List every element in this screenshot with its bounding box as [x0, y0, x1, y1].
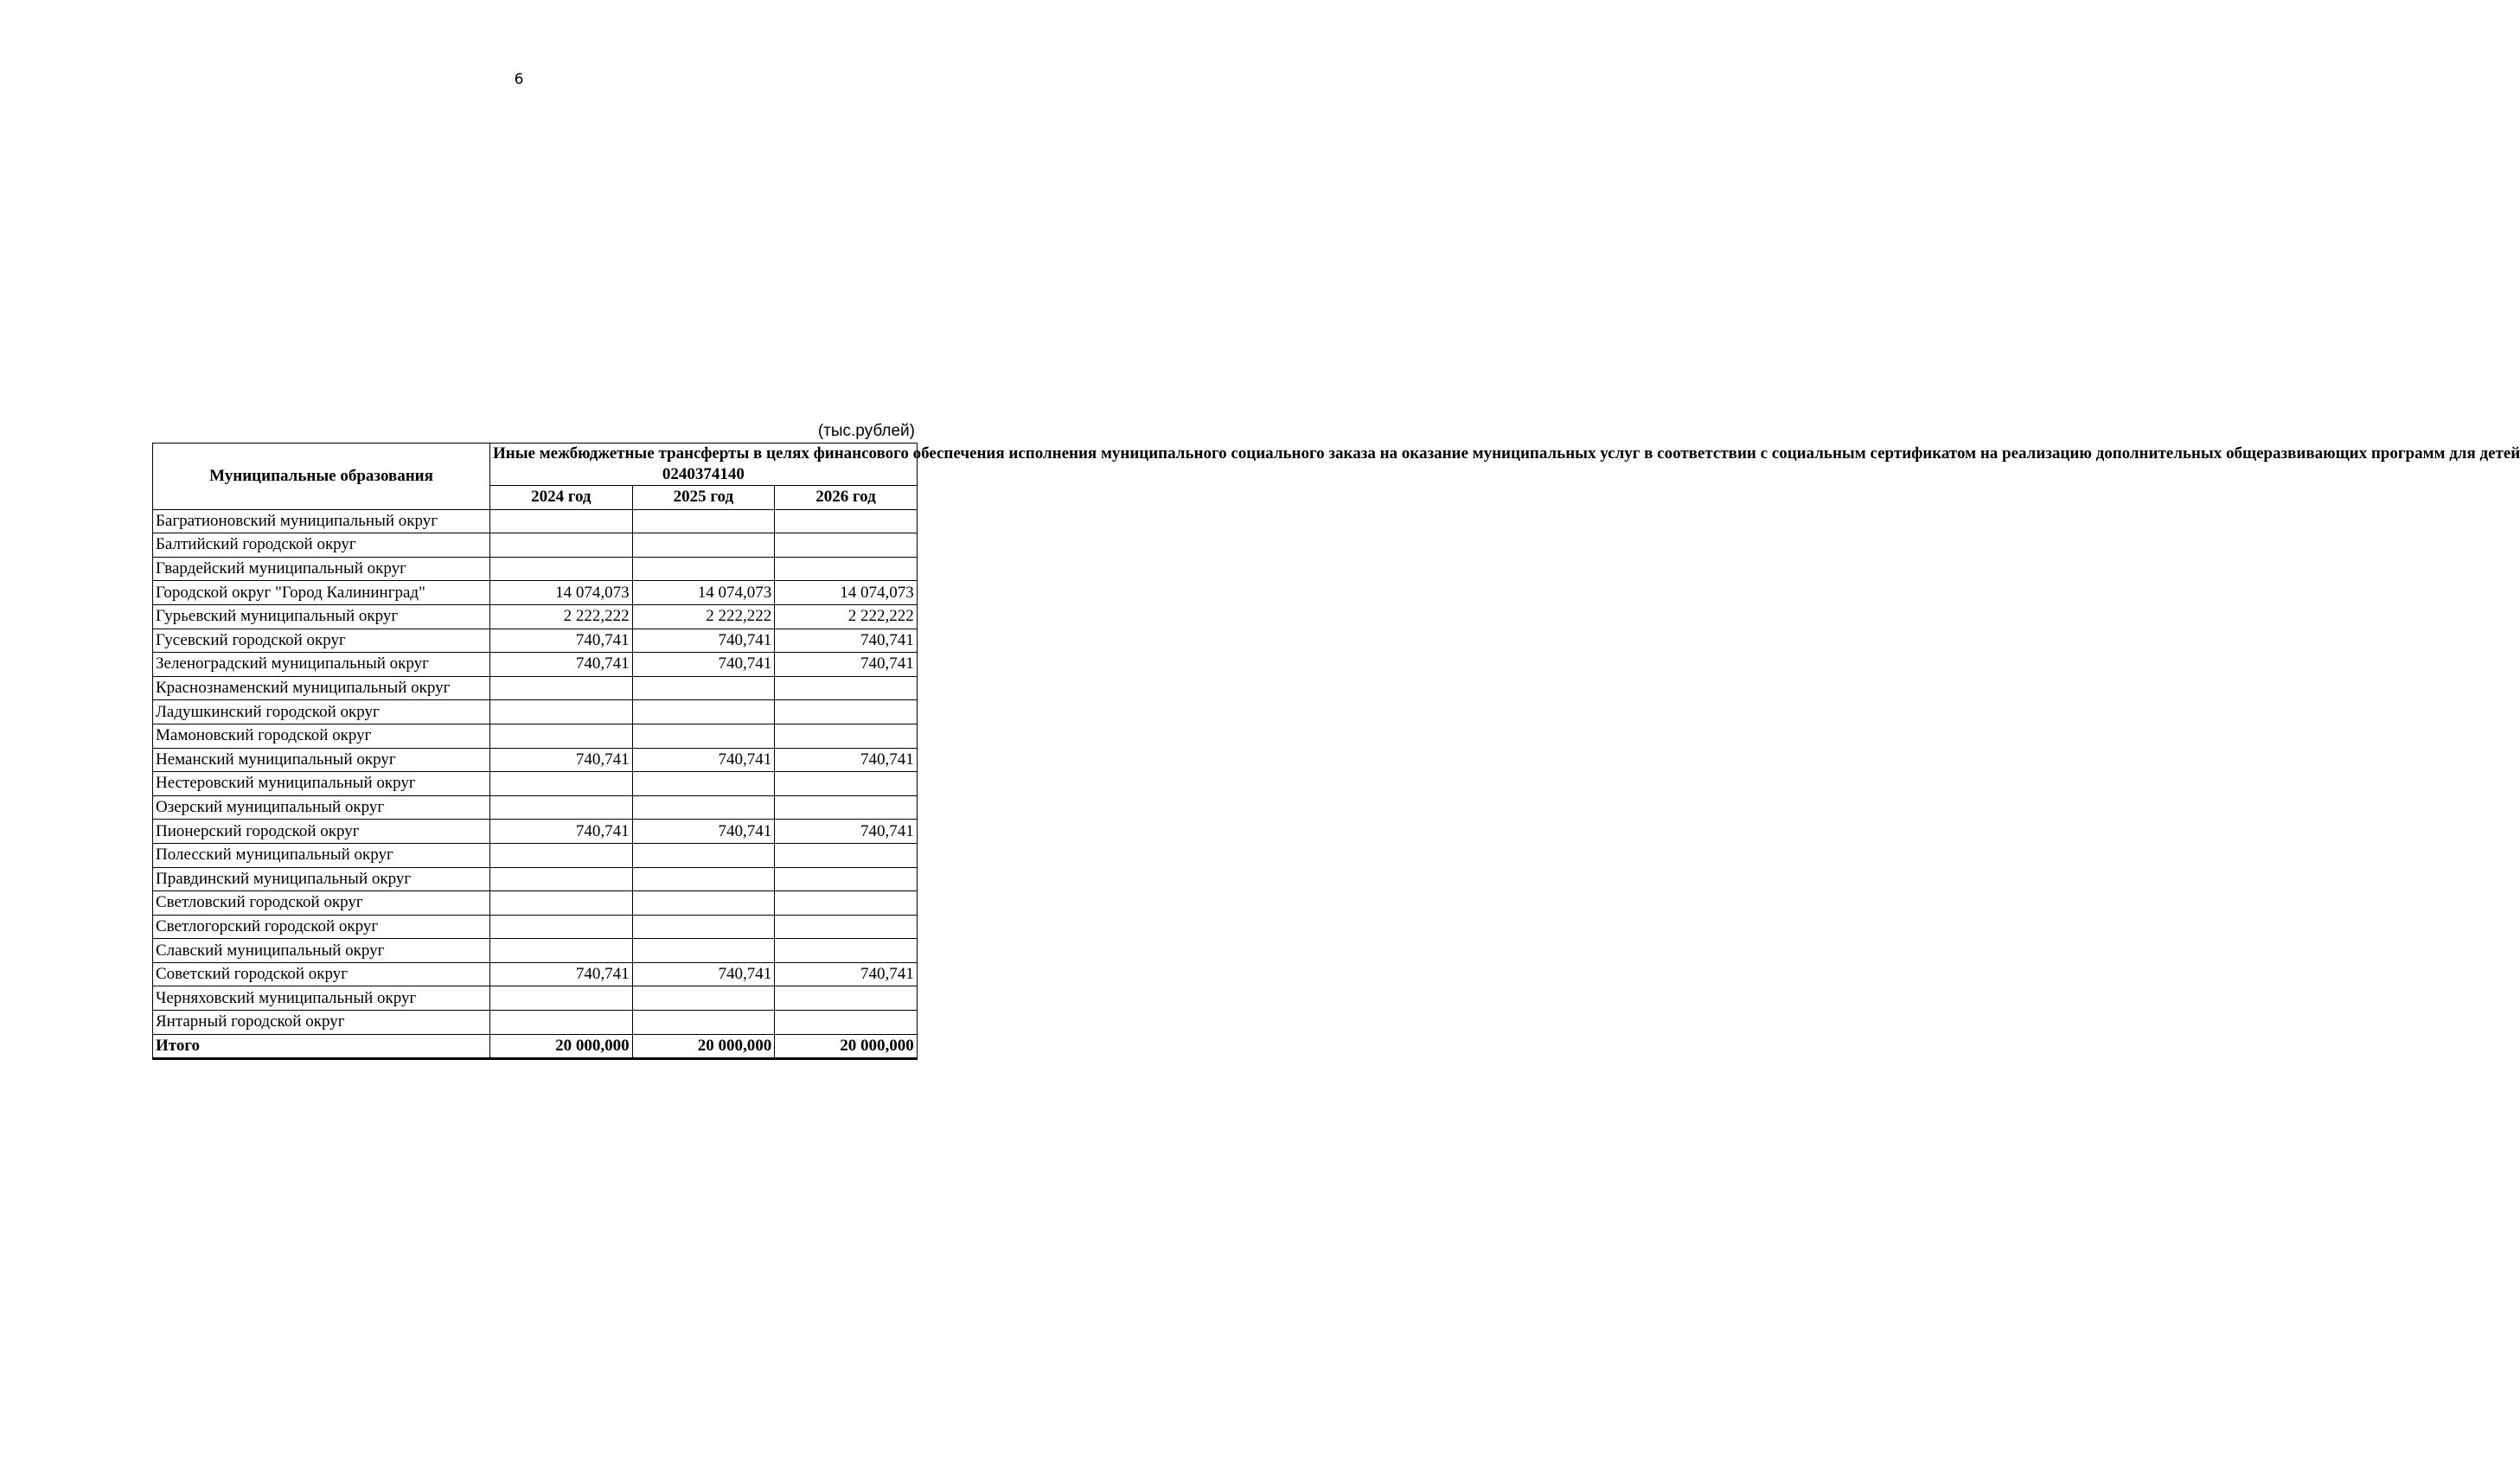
municipality-name: Черняховский муниципальный округ	[153, 986, 490, 1011]
value-2025: 2 222,222	[632, 604, 775, 629]
value-2026	[775, 891, 918, 916]
value-2025	[632, 700, 775, 724]
table-row	[153, 772, 918, 796]
value-2025	[632, 509, 775, 533]
header-municipalities: Муниципальные образования	[153, 444, 490, 510]
value-2025	[632, 891, 775, 916]
table-row	[153, 986, 918, 1011]
header-transfer	[490, 444, 2520, 486]
table-row	[153, 581, 918, 605]
value-2026	[775, 700, 918, 724]
table-row	[153, 939, 918, 963]
municipality-name: Правдинский муниципальный округ	[153, 867, 490, 891]
municipality-name: Багратионовский муниципальный округ	[153, 509, 490, 533]
value-2026	[775, 939, 918, 963]
municipality-name: Пионерский городской округ	[153, 820, 490, 844]
total-2024: 20 000,000	[490, 1034, 633, 1059]
table-body	[153, 509, 918, 1034]
municipality-name: Зеленоградский муниципальный округ	[153, 653, 490, 677]
value-2026	[775, 724, 918, 748]
value-2024	[490, 700, 633, 724]
municipality-name: Советский городской округ	[153, 962, 490, 986]
value-2024	[490, 915, 633, 939]
value-2024: 14 074,073	[490, 581, 633, 605]
value-2024	[490, 676, 633, 700]
value-2024	[490, 986, 633, 1011]
total-label: Итого	[153, 1034, 490, 1059]
table-row	[153, 700, 918, 724]
value-2024: 2 222,222	[490, 604, 633, 629]
value-2025: 740,741	[632, 653, 775, 677]
value-2024: 740,741	[490, 820, 633, 844]
value-2025: 740,741	[632, 748, 775, 772]
municipality-name: Светловский городской округ	[153, 891, 490, 916]
value-2026	[775, 1011, 918, 1035]
municipality-name: Нестеровский муниципальный округ	[153, 772, 490, 796]
municipality-name: Славский муниципальный округ	[153, 939, 490, 963]
municipality-name: Гусевский городской округ	[153, 629, 490, 653]
total-2025: 20 000,000	[632, 1034, 775, 1059]
units-label: (тыс.рублей)	[817, 422, 915, 440]
table-row	[153, 867, 918, 891]
table-row	[153, 557, 918, 581]
value-2024	[490, 724, 633, 748]
total-2026: 20 000,000	[775, 1034, 918, 1059]
value-2025	[632, 915, 775, 939]
municipality-name: Гурьевский муниципальный округ	[153, 604, 490, 629]
value-2025	[632, 557, 775, 581]
value-2026: 2 222,222	[775, 604, 918, 629]
table-row	[153, 820, 918, 844]
value-2024	[490, 843, 633, 867]
header-year-2026: 2026 год	[775, 486, 918, 510]
value-2025	[632, 772, 775, 796]
value-2026	[775, 915, 918, 939]
value-2024	[490, 1011, 633, 1035]
value-2026	[775, 843, 918, 867]
value-2025	[632, 843, 775, 867]
value-2024	[490, 557, 633, 581]
municipality-name: Неманский муниципальный округ	[153, 748, 490, 772]
value-2024: 740,741	[490, 962, 633, 986]
table-row	[153, 891, 918, 916]
value-2024	[490, 509, 633, 533]
table-row	[153, 676, 918, 700]
value-2026	[775, 557, 918, 581]
value-2025	[632, 533, 775, 558]
value-2024	[490, 867, 633, 891]
table-row	[153, 653, 918, 677]
value-2026: 14 074,073	[775, 581, 918, 605]
value-2024	[490, 795, 633, 820]
municipality-name: Янтарный городской округ	[153, 1011, 490, 1035]
table-row	[153, 604, 918, 629]
value-2026: 740,741	[775, 748, 918, 772]
value-2024: 740,741	[490, 629, 633, 653]
municipality-name: Озерский муниципальный округ	[153, 795, 490, 820]
table-row	[153, 509, 918, 533]
value-2026	[775, 533, 918, 558]
value-2026	[775, 795, 918, 820]
table-row	[153, 1011, 918, 1035]
value-2026	[775, 867, 918, 891]
municipality-name: Краснознаменский муниципальный округ	[153, 676, 490, 700]
table-row	[153, 629, 918, 653]
value-2024	[490, 533, 633, 558]
value-2026	[775, 772, 918, 796]
value-2025	[632, 939, 775, 963]
municipality-name: Городской округ "Город Калининград"	[153, 581, 490, 605]
header-year-2024: 2024 год	[490, 486, 633, 510]
value-2025	[632, 867, 775, 891]
value-2024: 740,741	[490, 653, 633, 677]
transfers-table	[152, 443, 2520, 1060]
value-2025	[632, 724, 775, 748]
table-row	[153, 915, 918, 939]
value-2025: 740,741	[632, 962, 775, 986]
value-2026: 740,741	[775, 653, 918, 677]
value-2024	[490, 939, 633, 963]
value-2026	[775, 676, 918, 700]
value-2025	[632, 1011, 775, 1035]
value-2026	[775, 509, 918, 533]
header-transfer-text: Иные межбюджетные трансферты в целях финансового обеспечения исполнения муниципального социального заказа на оказание муниципальных услуг в соответствии с социальным сертификатом на реализацию дополнительных общеразвивающих программ для детей	[493, 444, 2520, 463]
header-year-2025: 2025 год	[632, 486, 775, 510]
value-2025	[632, 795, 775, 820]
municipality-name: Гвардейский муниципальный округ	[153, 557, 490, 581]
value-2025	[632, 676, 775, 700]
table-row	[153, 795, 918, 820]
municipality-name: Балтийский городской округ	[153, 533, 490, 558]
table-row	[153, 748, 918, 772]
value-2026: 740,741	[775, 629, 918, 653]
table-row	[153, 533, 918, 558]
value-2026: 740,741	[775, 962, 918, 986]
page-number: 6	[514, 71, 524, 88]
table-row	[153, 724, 918, 748]
value-2024	[490, 891, 633, 916]
value-2025: 14 074,073	[632, 581, 775, 605]
value-2026	[775, 986, 918, 1011]
table-row	[153, 962, 918, 986]
municipality-name: Светлогорский городской округ	[153, 915, 490, 939]
value-2025: 740,741	[632, 629, 775, 653]
table-row	[153, 843, 918, 867]
municipality-name: Полесский муниципальный округ	[153, 843, 490, 867]
municipality-name: Мамоновский городской округ	[153, 724, 490, 748]
value-2026: 740,741	[775, 820, 918, 844]
value-2025	[632, 986, 775, 1011]
value-2024	[490, 772, 633, 796]
total-row	[153, 1034, 918, 1059]
header-code: 0240374140	[662, 465, 745, 483]
value-2024: 740,741	[490, 748, 633, 772]
value-2025: 740,741	[632, 820, 775, 844]
municipality-name: Ладушкинский городской округ	[153, 700, 490, 724]
